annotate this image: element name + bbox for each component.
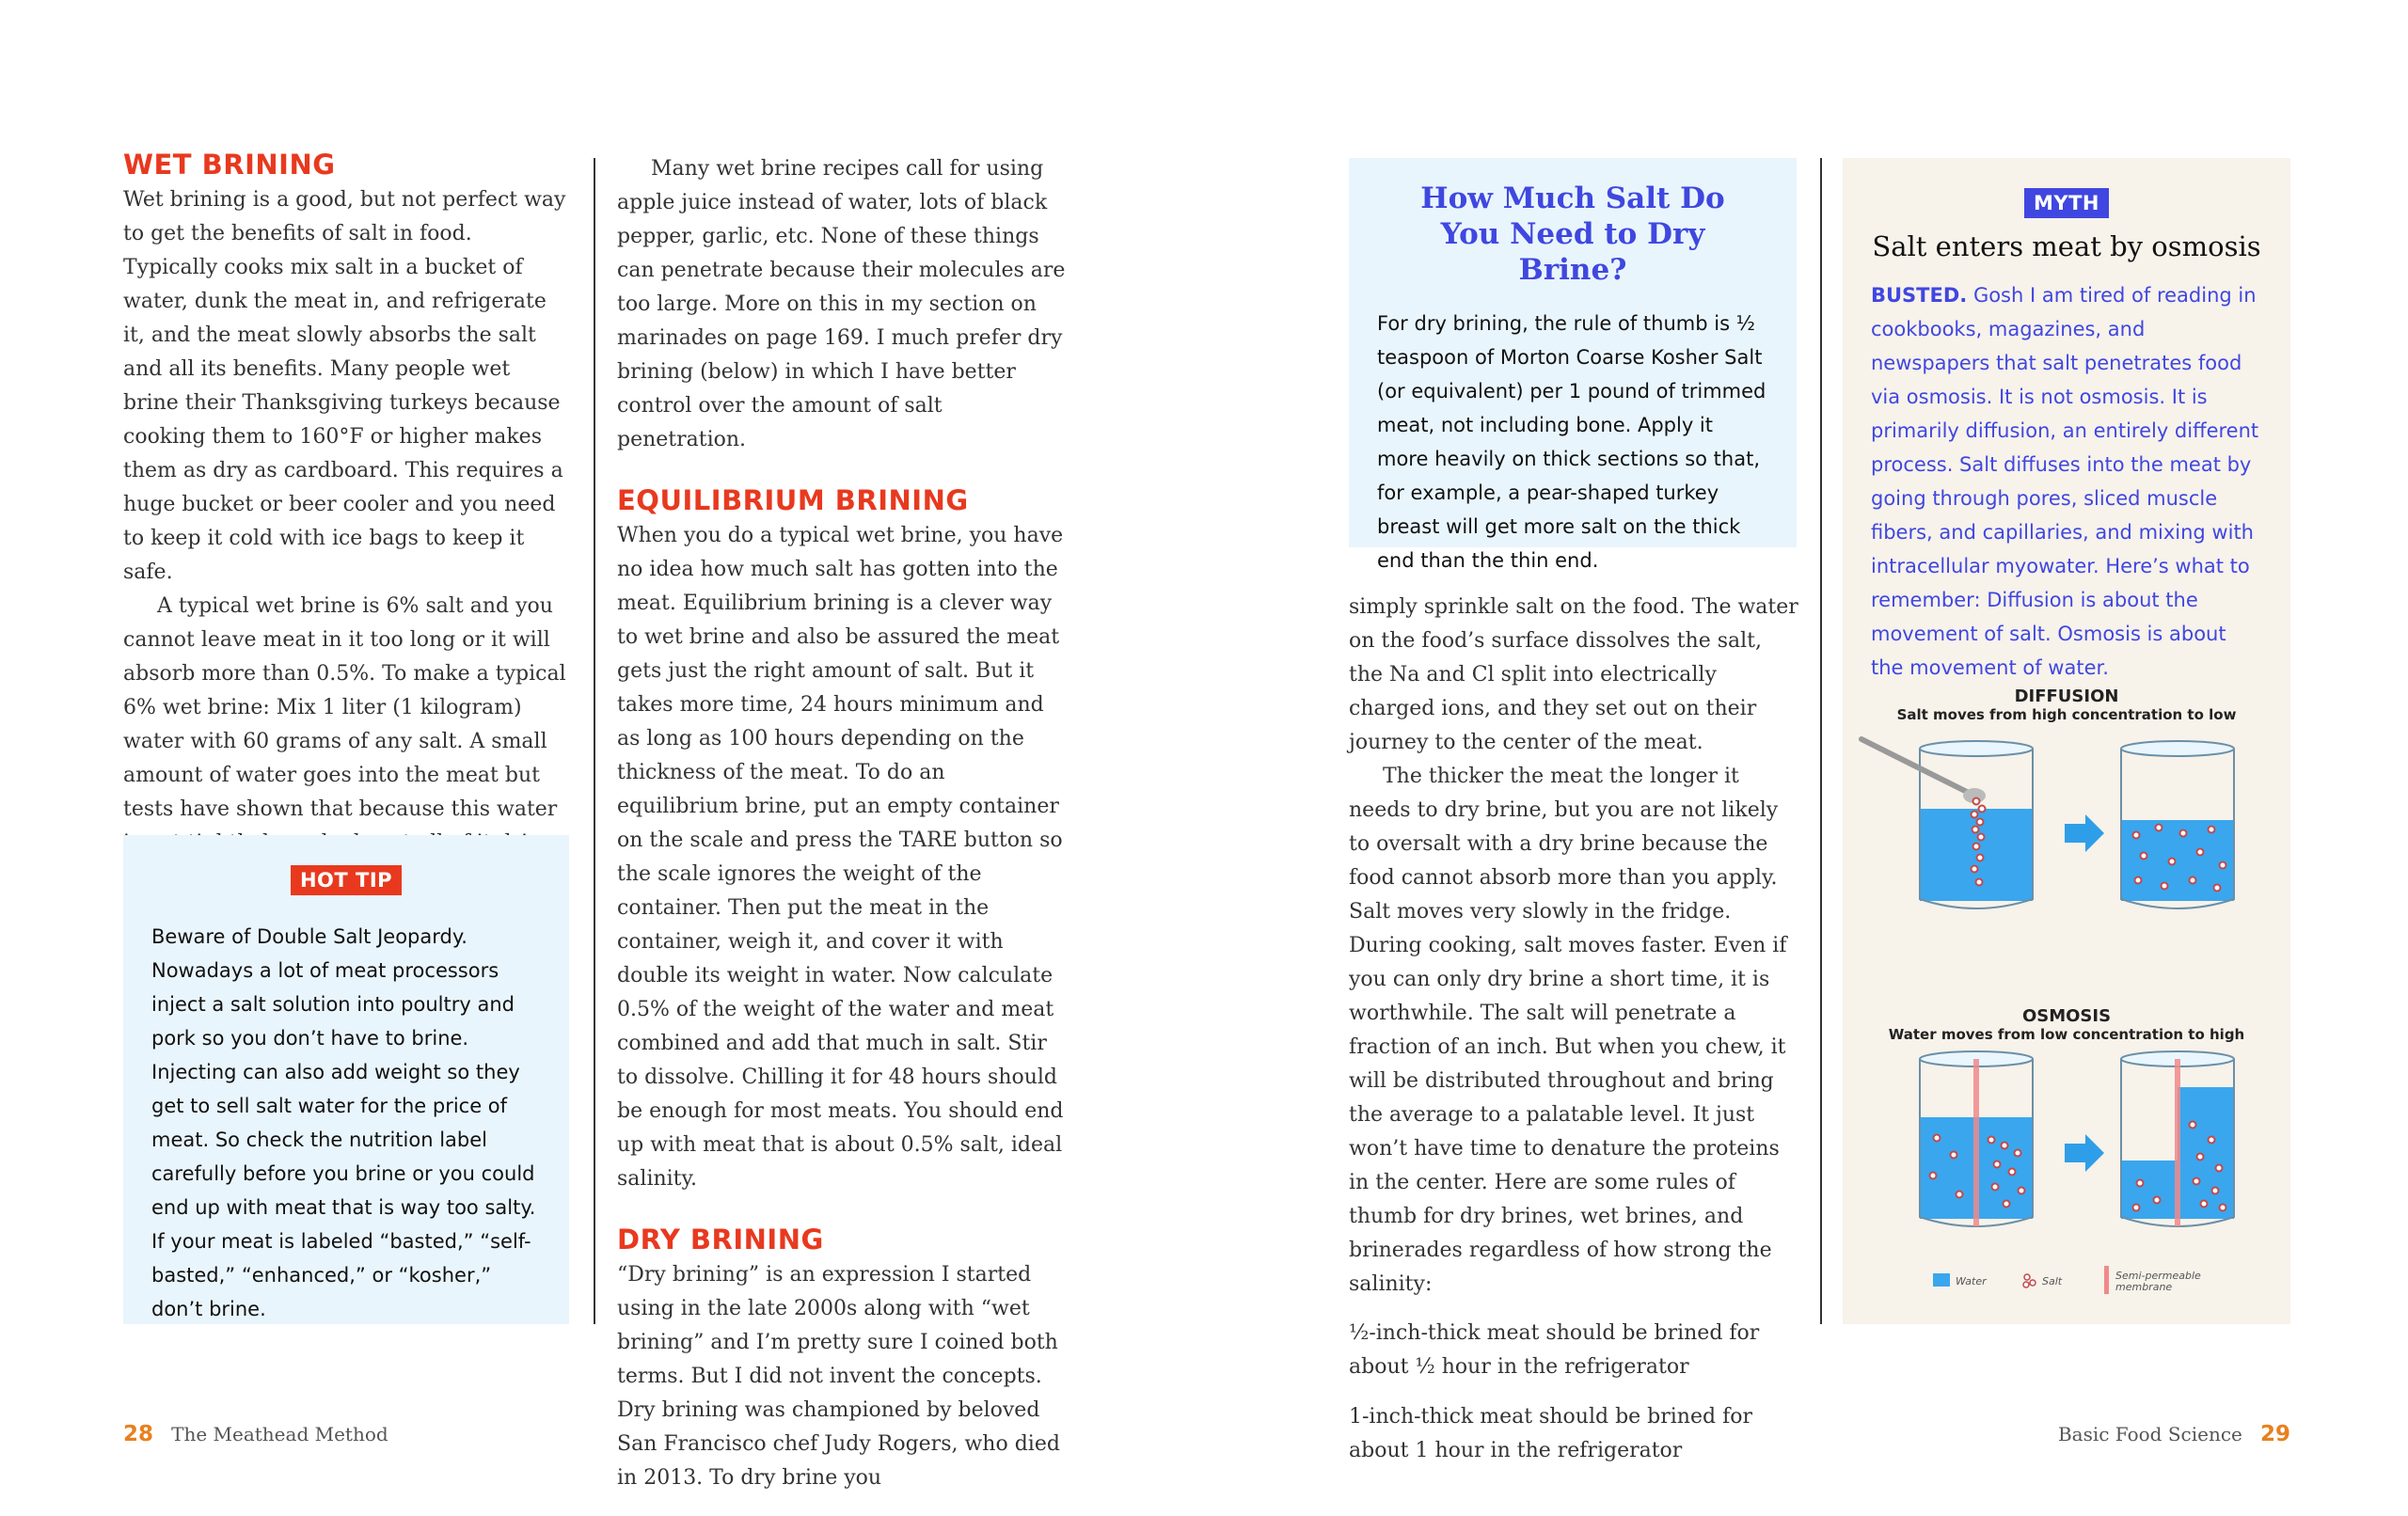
wet-brining-section [123, 146, 570, 894]
myth-box [1843, 158, 2290, 1324]
myth-body-text: Gosh I am tired of reading in cookbooks, magazines, and newspapers that salt penetrates food via osmosis. It is not osmosis. It is primarily diffusion, an entirely different process. Salt diffuses into the meat by going through pores, sliced muscle fibers, and capillaries, and mixing with intracellular myowater. Here’s what to remember: Diffusion is about the movement of salt. Osmosis is about the movement of water. [1871, 284, 2259, 679]
hot-tip-body: Beware of Double Salt Jeopardy. Nowadays a lot of meat processors inject a salt solution into poultry and pork so you don’t have to brine. Injecting can also add weight so they get to sell salt water for the price of meat. So check the nutrition label carefully before you brine or you could end up with meat that is way too salty. If your meat is labeled “basted,” “self-basted,” “enhanced,” or “kosher,” don’t brine. [151, 925, 536, 1320]
legend-membrane-2: membrane [2115, 1281, 2173, 1293]
myth-badge: MYTH [2024, 188, 2109, 218]
right-footer [2058, 1422, 2290, 1446]
right-column-text [1349, 591, 1800, 1468]
myth-body [1871, 278, 2262, 685]
left-footer [123, 1422, 388, 1446]
membrane-swatch-icon [2104, 1266, 2109, 1294]
dry-brine-continued: simply sprinkle salt on the food. The water on the food’s surface dissolves the salt, the Na and Cl split into electrically charged ions, and they set out on their journey to the center of the meat. [1349, 595, 1798, 754]
right-page [1204, 0, 2408, 1516]
osmosis-beaker-right-low [2121, 1161, 2178, 1219]
section-title: Basic Food Science [2057, 1423, 2242, 1445]
wet-brining-para-2: A typical wet brine is 6% salt and you cannot leave meat in it too long or it will absorb more than 0.5%. To make a typical 6% wet brine: Mix 1 liter (1 kilogram) water with 60 grams of any salt. A small amount of water goes into the meat but tests have shown that because this water [123, 594, 566, 821]
arrow-right-icon [2065, 814, 2104, 852]
diffusion-diagram [1843, 687, 2290, 959]
wet-brining-para-1: Wet brining is a good, but not perfect way to get the benefits of salt in food. Typically cooks mix salt in a bucket of water, dunk the meat in, and refrigerate it, and the meat slowly absorbs the salt and all its benefits. Many people wet brine their Thanksgiving turkeys because cooking them to 160°F or higher makes them as dry as cardboard. This requires a huge bucket or beer cooler and you need to keep it cold with ice bags to keep it safe. [123, 188, 566, 584]
legend-water: Water [1956, 1275, 1987, 1287]
dry-brining-body: “Dry brining” is an expression I started using in the late 2000s along with “wet brining” and I’m pretty sure I coined both terms. But I did not invent the concepts. Dry brining was championed by beloved San Francisco chef Judy Rogers, who died in 2013. To dry brine you [617, 1263, 1060, 1490]
legend-membrane-1: Semi-permeable [2115, 1270, 2201, 1282]
left-column-2 [617, 152, 1069, 1495]
dry-brining-heading: DRY BRINING [617, 1224, 824, 1255]
right-page-number: 29 [2259, 1422, 2290, 1446]
salt-amount-body: For dry brining, the rule of thumb is ½ teaspoon of Morton Coarse Kosher Salt (or equivalent) per 1 pound of trimmed meat, not including bone. Apply it more heavily on thick sections so that, for example, a pear-shaped turkey breast will get more salt on the thick end than the thin end. [1377, 312, 1766, 572]
legend-salt: Salt [2042, 1275, 2063, 1287]
left-page-number: 28 [123, 1422, 154, 1446]
diffusion-illustration [1843, 730, 2290, 955]
book-title: The Meathead Method [171, 1423, 388, 1445]
osmosis-subtitle: Water moves from low concentration to high [1888, 1026, 2245, 1043]
equilibrium-brining-body: When you do a typical wet brine, you have no idea how much salt has gotten into the meat. Equilibrium brining is a clever way to wet brine and also be assured the meat gets just the right amount of salt. But it takes more time, 24 hours minimum and as long as 100 hours depending on the thickness of the meat. To do an equilibrium brine, put an empty container on the scale and press the TARE button so the scale ignores the weight of the container. Then put the meat in the container, weigh it, and cover it with double its weight in water. Now calculate 0.5% of the weight of the water and meat combined and add that much in salt. Stir to dissolve. Chilling it for 48 hours should be enough for most meats. You should end up with meat that is about 0.5% salt, ideal salinity. [617, 524, 1064, 1191]
apple-juice-paragraph: Many wet brine recipes call for using apple juice instead of water, lots of black pepper, garlic, etc. None of these things can penetrate because their molecules are too large. More on this in my section on marinades on page 169. I much prefer dry brining (below) in which I have better control over the amount of salt penetration. [617, 157, 1066, 451]
osmosis-title: OSMOSIS [2021, 1006, 2112, 1026]
arrow-right-icon [2065, 1134, 2104, 1172]
salt-swatch-icon [2023, 1274, 2036, 1287]
water-swatch-icon [1933, 1273, 1950, 1287]
salt-amount-title: How Much Salt Do You Need to Dry Brine? [1420, 182, 1725, 287]
column-divider-right [1820, 158, 1822, 1324]
rule-one-inch: 1-inch-thick meat should be brined for about 1 hour in the refrigerator [1349, 1405, 1752, 1462]
membrane-left [1973, 1059, 1979, 1226]
myth-busted: BUSTED. [1871, 284, 1968, 307]
wet-brining-heading: WET BRINING [123, 149, 336, 181]
osmosis-beaker-right-high [2178, 1087, 2234, 1219]
membrane-right [2175, 1059, 2180, 1226]
hot-tip-box [123, 835, 569, 1324]
diagram-legend [1933, 1266, 2201, 1294]
hot-tip-badge: HOT TIP [291, 865, 402, 895]
osmosis-diagram [1843, 1006, 2290, 1307]
equilibrium-brining-heading: EQUILIBRIUM BRINING [617, 484, 969, 516]
osmosis-illustration [1843, 1050, 2290, 1313]
salt-amount-box [1349, 158, 1797, 572]
column-divider-left [594, 158, 595, 1324]
myth-title: Salt enters meat by osmosis [1872, 230, 2261, 262]
diffusion-title: DIFFUSION [2014, 687, 2119, 706]
rule-half-inch: ½-inch-thick meat should be brined for about ½ hour in the refrigerator [1349, 1321, 1760, 1379]
thicker-meat-paragraph: The thicker the meat the longer it needs to dry brine, but you are not likely to oversalt with a dry brine because the food cannot absorb more than you apply. Salt moves very slowly in the fridge. During cooking, salt moves faster. Even if you can only dry brine a short time, it is worthwhile. The salt will penetrate a fraction of an inch. But when you chew, it will be distributed throughout and bring the average to a palatable level. It just won’t have time to denature the proteins in the center. Here are some rules of thumb for dry brines, wet brines, and brinerades regardless of how strong the salinity: [1349, 765, 1787, 1296]
diffusion-subtitle: Salt moves from high concentration to low [1896, 706, 2237, 723]
